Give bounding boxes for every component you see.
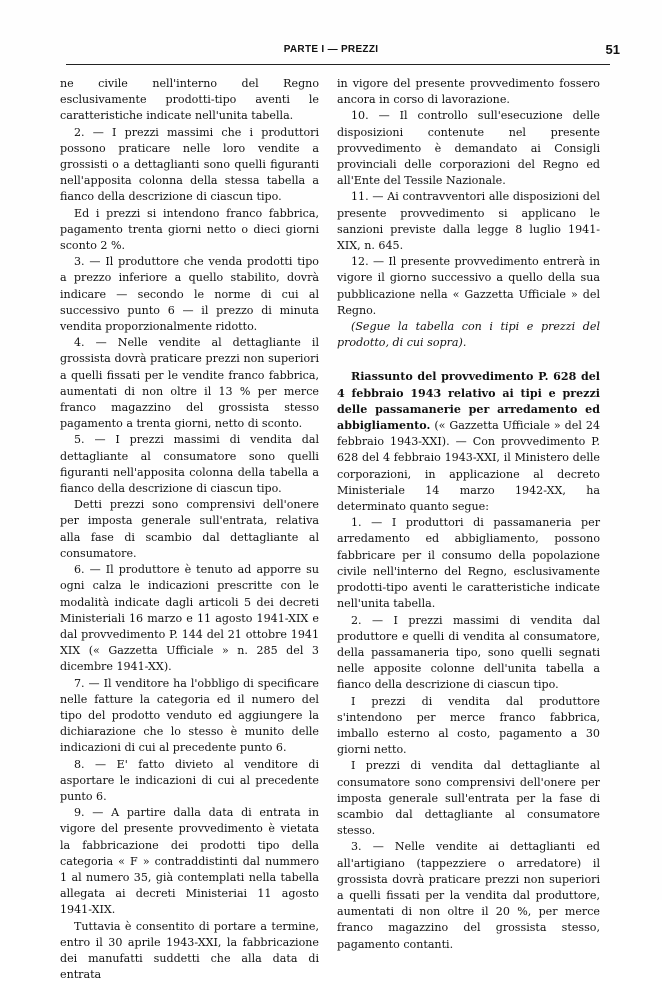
paragraph: 1. — I produttori di passamaneria per arredamento ed abbigliamento, possono fabbricare per il consumo della popolazione civile nell'interno del Regno, esclusivamente prodotti-tipo aventi le caratteristiche indicate nell'unita tabella. [337, 516, 600, 611]
summary-paragraph [337, 369, 600, 515]
paragraph: ne civile nell'interno del Regno esclusivamente prodotti-tipo aventi le caratteristiche indicate nell'unita tabella. [60, 77, 319, 123]
paragraph: 2. — I prezzi massimi di vendita dal produttore e quelli di vendita al consumatore, della passamaneria tipo, sono quelli segnati nelle apposite colonne dell'unita tabella a fianco della descrizione di ciascun tipo. [337, 613, 600, 692]
paragraph: I prezzi di vendita dal produttore s'intendono per merce franco fabbrica, imballo esterno al costo, pagamento a 30 giorni netto. [337, 694, 600, 757]
paragraph: Ed i prezzi si intendono franco fabbrica, pagamento trenta giorni netto o dieci giorni sconto 2 %. [60, 206, 319, 253]
paragraph: 6. — Il produttore è tenuto ad apporre su ogni calza le indicazioni prescritte con le modalità indicate dagli articoli 5 dei decreti Ministeriali 16 marzo e 11 agosto 1941-XIX e dal provvedimento P. 144 del 21 ottobre 1941 XIX (« Gazzetta Ufficiale » n. 285 del 3 dicembre 1941-XX). [60, 563, 319, 674]
page-header [0, 40, 662, 62]
paragraph: I prezzi di vendita dal dettagliante al consumatore sono comprensivi dell'onere per imposta generale sull'entrata per la fase di scambio dal dettagliante al consumatore stesso. [337, 759, 600, 838]
right-column [337, 76, 600, 953]
running-title: PARTE I — PREZZI [283, 44, 379, 55]
summary-heading: Riassunto del provvedimento P. 628 del 4 febbraio 1943 relativo ai tipi e prezzi delle passamanerie per arredamento ed abbigliamento. [337, 370, 600, 433]
note-italic: (Segue la tabella con i tipi e prezzi del prodotto, di cui sopra). [337, 320, 600, 350]
paragraph: 3. — Il produttore che venda prodotti tipo a prezzo inferiore a quello stabilito, dovrà indicare — secondo le norme di cui al successivo punto 6 — il prezzo di minuta vendita proporzionalmente ridotto. [60, 255, 319, 334]
paragraph: Tuttavia è consentito di portare a termine, entro il 30 aprile 1943-XXI, la fabbricazione dei manufatti suddetti che alla data di entrata [60, 919, 319, 982]
paragraph: 10. — Il controllo sull'esecuzione delle disposizioni contenute nel presente provvedimento è demandato ai Consigli provinciali delle corporazioni del Regno ed all'Ente del Tessile Nazionale. [337, 109, 600, 188]
header-rule [66, 64, 610, 65]
paragraph: 2. — I prezzi massimi che i produttori possono praticare nelle loro vendite a grossisti o a dettaglianti sono quelli figuranti nell'apposita colonna della stessa tabella a fianco della descrizione di ciascun tipo. [60, 125, 319, 204]
left-column [60, 76, 319, 983]
paragraph: 9. — A partire dalla data di entrata in vigore del presente provvedimento è vietata la fabbricazione dei prodotti tipo della categoria « F » contraddistinti dal nummero 1 al numero 35, già contemplati nella tabella allegata ai decreti Ministeriai 11 agosto 1941-XIX. [60, 806, 319, 917]
paragraph: 3. — Nelle vendite ai dettaglianti ed all'artigiano (tappezziere o arredatore) il grossista dovrà praticare prezzi non superiori a quelli fissati per la vendita dal produttore, aumentati di non oltre il 20 %, per merce franco magazzino del grossista stesso, pagamento contanti. [337, 840, 600, 951]
paragraph: 4. — Nelle vendite al dettagliante il grossista dovrà praticare prezzi non superiori a quelli fissati per le vendite franco fabbrica, aumentati di non oltre il 13 % per merce franco magazzino del grossista stesso pagamento a trenta giorni, netto di sconto. [60, 336, 319, 431]
paragraph: 12. — Il presente provvedimento entrerà in vigore il giorno successivo a quello della sua pubblicazione nella « Gazzetta Ufficiale » del Regno. [337, 255, 600, 317]
page-number: 51 [605, 42, 620, 57]
paragraph: in vigore del presente provvedimento fossero ancora in corso di lavorazione. [337, 77, 600, 107]
paragraph: Detti prezzi sono comprensivi dell'onere per imposta generale sull'entrata, relativa alla fase di scambio dal dettagliante al consumatore. [60, 498, 319, 560]
paragraph: 5. — I prezzi massimi di vendita dal dettagliante al consumatore sono quelli figuranti nell'apposita colonna della tabella a fianco della descrizione di ciascun tipo. [60, 433, 319, 496]
paragraph: 7. — Il venditore ha l'obbligo di specificare nelle fatture la categoria ed il numero del tipo del prodotto venduto ed aggiungere la dichiarazione che lo stesso è munito delle indicazioni di cui al precedente punto 6. [60, 676, 319, 755]
paragraph: 8. — E' fatto divieto al venditore di asportare le indicazioni di cui al precedente punto 6. [60, 757, 319, 803]
summary-intro: (« Gazzetta Ufficiale » del 24 febbraio 1943-XXI). — Con provvedimento P. 628 del 4 febbraio 1943-XXI, il Ministero delle corporazioni, in applicazione al decreto Ministeriale 14 marzo 1942-XX, ha determinato quanto segue: [337, 419, 600, 514]
paragraph: 11. — Ai contravventori alle disposizioni del presente provvedimento si applicano le sanzioni previste dalla legge 8 luglio 1941-XIX, n. 645. [337, 190, 600, 253]
